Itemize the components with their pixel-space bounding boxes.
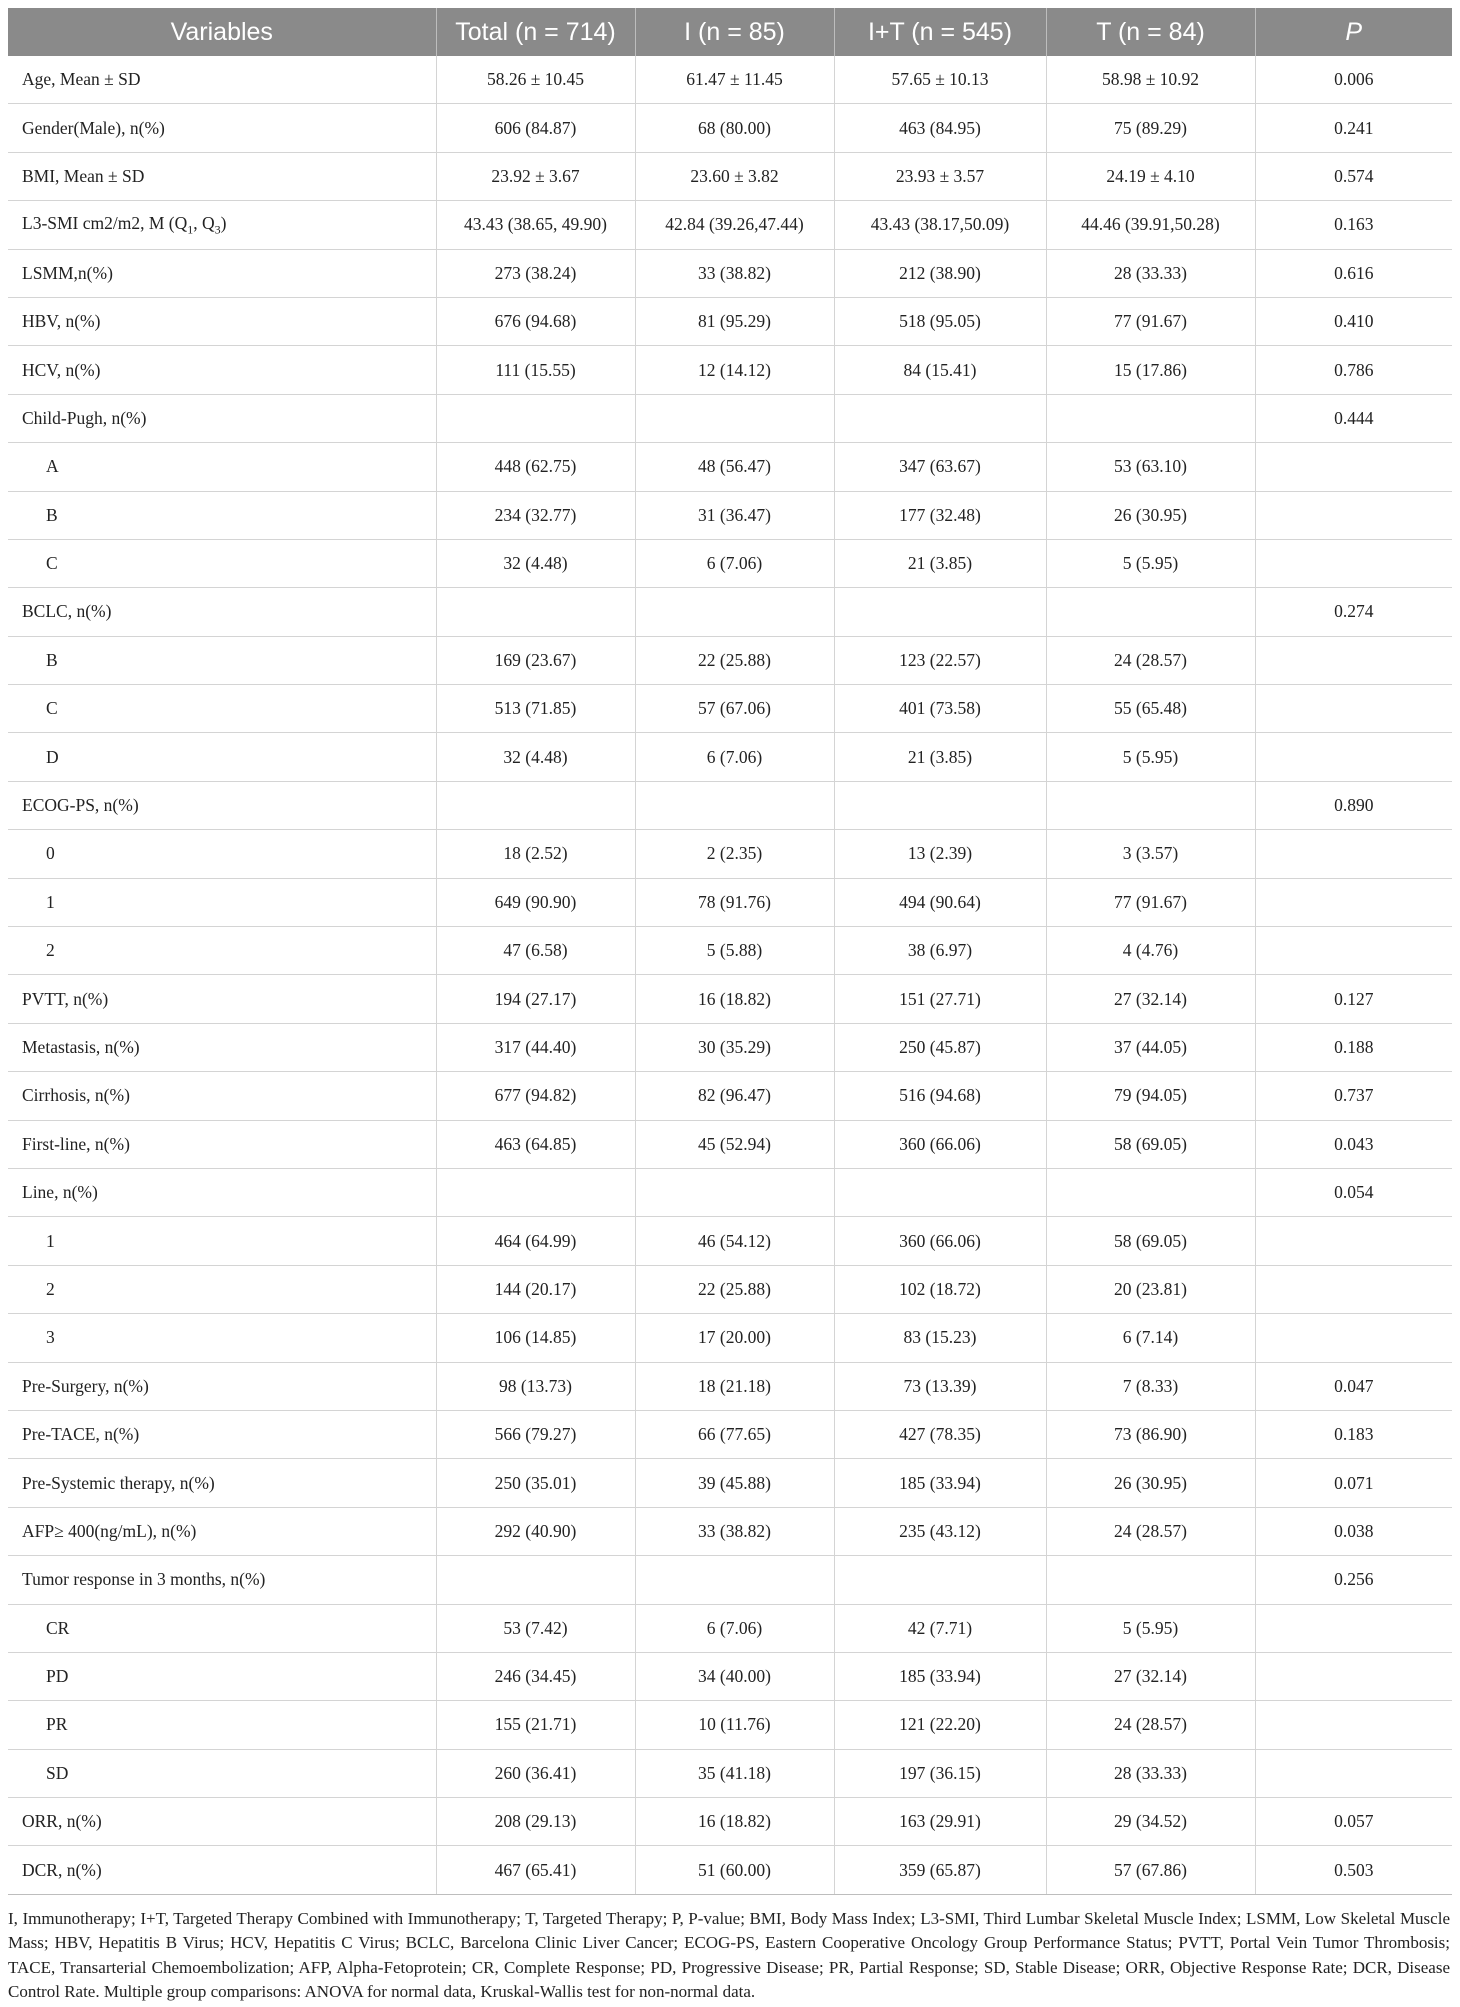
cell-immunotherapy: 68 (80.00) [635,104,834,152]
cell-p-value [1255,733,1452,781]
cell-immunotherapy: 34 (40.00) [635,1652,834,1700]
cell-variable: C [8,685,436,733]
cell-total: 677 (94.82) [436,1072,635,1120]
cell-variable: 2 [8,1265,436,1313]
cell-variable: 2 [8,927,436,975]
cell-variable: DCR, n(%) [8,1846,436,1894]
cell-total: 32 (4.48) [436,539,635,587]
cell-combined-therapy [834,781,1046,829]
cell-immunotherapy: 57 (67.06) [635,685,834,733]
cell-p-value [1255,1217,1452,1265]
cell-immunotherapy: 61.47 ± 11.45 [635,56,834,104]
cell-variable: First-line, n(%) [8,1120,436,1168]
header-p-value: P [1255,8,1452,56]
cell-p-value: 0.574 [1255,152,1452,200]
cell-immunotherapy [635,1168,834,1216]
cell-total: 448 (62.75) [436,443,635,491]
cell-combined-therapy: 494 (90.64) [834,878,1046,926]
cell-targeted-therapy: 6 (7.14) [1046,1314,1255,1362]
cell-combined-therapy: 518 (95.05) [834,297,1046,345]
cell-immunotherapy [635,1556,834,1604]
cell-immunotherapy: 6 (7.06) [635,733,834,781]
cell-immunotherapy: 5 (5.88) [635,927,834,975]
cell-combined-therapy [834,1168,1046,1216]
table-row [8,733,1452,781]
cell-p-value [1255,1314,1452,1362]
cell-total: 106 (14.85) [436,1314,635,1362]
cell-targeted-therapy: 57 (67.86) [1046,1846,1255,1894]
cell-targeted-therapy: 29 (34.52) [1046,1798,1255,1846]
cell-targeted-therapy [1046,781,1255,829]
cell-combined-therapy: 163 (29.91) [834,1798,1046,1846]
cell-immunotherapy: 6 (7.06) [635,1604,834,1652]
table-row [8,1604,1452,1652]
cell-variable: D [8,733,436,781]
cell-targeted-therapy: 5 (5.95) [1046,1604,1255,1652]
cell-targeted-therapy: 37 (44.05) [1046,1023,1255,1071]
cell-total: 169 (23.67) [436,636,635,684]
table-row [8,346,1452,394]
cell-combined-therapy: 151 (27.71) [834,975,1046,1023]
cell-combined-therapy [834,1556,1046,1604]
header-immunotherapy: I (n = 85) [635,8,834,56]
cell-immunotherapy: 48 (56.47) [635,443,834,491]
cell-targeted-therapy: 5 (5.95) [1046,733,1255,781]
cell-total: 111 (15.55) [436,346,635,394]
cell-variable: ECOG-PS, n(%) [8,781,436,829]
cell-immunotherapy: 16 (18.82) [635,1798,834,1846]
cell-targeted-therapy: 58.98 ± 10.92 [1046,56,1255,104]
cell-variable: Child-Pugh, n(%) [8,394,436,442]
cell-immunotherapy: 10 (11.76) [635,1701,834,1749]
table-row [8,1023,1452,1071]
cell-p-value: 0.890 [1255,781,1452,829]
cell-combined-therapy: 516 (94.68) [834,1072,1046,1120]
cell-total: 53 (7.42) [436,1604,635,1652]
cell-immunotherapy [635,394,834,442]
cell-variable: Pre-Surgery, n(%) [8,1362,436,1410]
cell-total: 23.92 ± 3.67 [436,152,635,200]
table-row [8,1507,1452,1555]
cell-total: 234 (32.77) [436,491,635,539]
table-row [8,1652,1452,1700]
cell-immunotherapy: 12 (14.12) [635,346,834,394]
table-row [8,1410,1452,1458]
cell-variable: ORR, n(%) [8,1798,436,1846]
table-row [8,975,1452,1023]
cell-immunotherapy [635,781,834,829]
cell-targeted-therapy: 28 (33.33) [1046,1749,1255,1797]
cell-immunotherapy: 16 (18.82) [635,975,834,1023]
cell-variable: Age, Mean ± SD [8,56,436,104]
cell-p-value: 0.786 [1255,346,1452,394]
header-combined-therapy: I+T (n = 545) [834,8,1046,56]
baseline-characteristics-table-container [8,8,1452,2005]
cell-targeted-therapy: 28 (33.33) [1046,249,1255,297]
cell-immunotherapy: 46 (54.12) [635,1217,834,1265]
cell-p-value [1255,685,1452,733]
table-row [8,201,1452,249]
cell-p-value: 0.274 [1255,588,1452,636]
cell-immunotherapy: 35 (41.18) [635,1749,834,1797]
table-row [8,1217,1452,1265]
table-row [8,539,1452,587]
cell-variable: CR [8,1604,436,1652]
table-row [8,297,1452,345]
cell-p-value: 0.043 [1255,1120,1452,1168]
cell-p-value: 0.737 [1255,1072,1452,1120]
cell-targeted-therapy [1046,588,1255,636]
cell-targeted-therapy: 4 (4.76) [1046,927,1255,975]
cell-combined-therapy [834,588,1046,636]
table-row [8,1749,1452,1797]
cell-p-value: 0.057 [1255,1798,1452,1846]
cell-variable: B [8,636,436,684]
table-row [8,830,1452,878]
cell-p-value: 0.047 [1255,1362,1452,1410]
cell-variable: HBV, n(%) [8,297,436,345]
cell-total: 467 (65.41) [436,1846,635,1894]
cell-p-value: 0.183 [1255,1410,1452,1458]
cell-total: 463 (64.85) [436,1120,635,1168]
cell-total [436,1556,635,1604]
cell-combined-therapy: 347 (63.67) [834,443,1046,491]
header-variables: Variables [8,8,436,56]
table-row [8,394,1452,442]
table-row [8,443,1452,491]
cell-combined-therapy: 463 (84.95) [834,104,1046,152]
cell-targeted-therapy: 27 (32.14) [1046,1652,1255,1700]
table-row [8,1459,1452,1507]
cell-variable: SD [8,1749,436,1797]
cell-variable: Line, n(%) [8,1168,436,1216]
cell-immunotherapy: 22 (25.88) [635,636,834,684]
cell-targeted-therapy: 26 (30.95) [1046,1459,1255,1507]
cell-combined-therapy: 83 (15.23) [834,1314,1046,1362]
cell-variable: BMI, Mean ± SD [8,152,436,200]
cell-total: 317 (44.40) [436,1023,635,1071]
cell-p-value: 0.241 [1255,104,1452,152]
table-row [8,685,1452,733]
cell-p-value: 0.006 [1255,56,1452,104]
table-row [8,636,1452,684]
table-row [8,1798,1452,1846]
table-row [8,1168,1452,1216]
header-targeted-therapy: T (n = 84) [1046,8,1255,56]
cell-total: 32 (4.48) [436,733,635,781]
cell-p-value [1255,878,1452,926]
cell-variable: Metastasis, n(%) [8,1023,436,1071]
cell-immunotherapy: 17 (20.00) [635,1314,834,1362]
table-row [8,1556,1452,1604]
cell-total: 58.26 ± 10.45 [436,56,635,104]
cell-variable: 1 [8,1217,436,1265]
cell-total: 250 (35.01) [436,1459,635,1507]
cell-variable: PD [8,1652,436,1700]
cell-variable: BCLC, n(%) [8,588,436,636]
cell-p-value: 0.410 [1255,297,1452,345]
cell-combined-therapy: 360 (66.06) [834,1120,1046,1168]
cell-p-value: 0.503 [1255,1846,1452,1894]
cell-p-value: 0.444 [1255,394,1452,442]
cell-targeted-therapy: 58 (69.05) [1046,1217,1255,1265]
cell-total: 194 (27.17) [436,975,635,1023]
cell-variable: A [8,443,436,491]
table-row [8,491,1452,539]
cell-total [436,1168,635,1216]
cell-combined-therapy: 21 (3.85) [834,733,1046,781]
cell-p-value: 0.127 [1255,975,1452,1023]
cell-immunotherapy: 45 (52.94) [635,1120,834,1168]
cell-combined-therapy: 121 (22.20) [834,1701,1046,1749]
cell-combined-therapy: 212 (38.90) [834,249,1046,297]
cell-p-value: 0.038 [1255,1507,1452,1555]
cell-combined-therapy: 38 (6.97) [834,927,1046,975]
cell-immunotherapy [635,588,834,636]
cell-immunotherapy: 22 (25.88) [635,1265,834,1313]
cell-immunotherapy: 66 (77.65) [635,1410,834,1458]
cell-variable: LSMM,n(%) [8,249,436,297]
cell-targeted-therapy: 77 (91.67) [1046,878,1255,926]
table-row [8,1120,1452,1168]
cell-targeted-therapy: 53 (63.10) [1046,443,1255,491]
cell-total: 464 (64.99) [436,1217,635,1265]
cell-total: 292 (40.90) [436,1507,635,1555]
cell-targeted-therapy: 3 (3.57) [1046,830,1255,878]
cell-total: 144 (20.17) [436,1265,635,1313]
cell-total: 246 (34.45) [436,1652,635,1700]
table-row [8,878,1452,926]
cell-targeted-therapy: 20 (23.81) [1046,1265,1255,1313]
cell-p-value: 0.256 [1255,1556,1452,1604]
cell-immunotherapy: 6 (7.06) [635,539,834,587]
cell-variable: Pre-Systemic therapy, n(%) [8,1459,436,1507]
cell-combined-therapy: 42 (7.71) [834,1604,1046,1652]
cell-targeted-therapy: 24.19 ± 4.10 [1046,152,1255,200]
cell-immunotherapy: 31 (36.47) [635,491,834,539]
cell-total [436,394,635,442]
cell-variable: 3 [8,1314,436,1362]
table-footnote: I, Immunotherapy; I+T, Targeted Therapy Combined with Immunotherapy; T, Targeted Therapy; P, P-value; BMI, Body Mass Index; L3-SMI, Third Lumbar Skeletal Muscle Index; LSMM, Low Skeletal Muscle Mass; HBV, Hepatitis B Virus; HCV, Hepatitis C Virus; BCLC, Barcelona Clinic Liver Cancer; ECOG-PS, Eastern Cooperative Oncology Group Performance Status; PVTT, Portal Vein Tumor Thrombosis; TACE, Transarterial Chemoembolization; AFP, Alpha-Fetoprotein; CR, Complete Response; PD, Progressive Disease; PR, Partial Response; SD, Stable Disease; ORR, Objective Response Rate; DCR, Disease Control Rate. Multiple group comparisons: ANOVA for normal data, Kruskal-Wallis test for non-normal data. [8,1908,1450,2002]
cell-targeted-therapy: 55 (65.48) [1046,685,1255,733]
cell-p-value [1255,636,1452,684]
cell-combined-therapy: 123 (22.57) [834,636,1046,684]
table-row [8,588,1452,636]
cell-variable: 0 [8,830,436,878]
cell-total: 155 (21.71) [436,1701,635,1749]
cell-total: 43.43 (38.65, 49.90) [436,201,635,249]
cell-targeted-therapy: 79 (94.05) [1046,1072,1255,1120]
cell-total: 273 (38.24) [436,249,635,297]
cell-combined-therapy: 13 (2.39) [834,830,1046,878]
cell-variable: C [8,539,436,587]
cell-targeted-therapy: 77 (91.67) [1046,297,1255,345]
cell-total [436,588,635,636]
table-body [8,56,1452,1894]
cell-combined-therapy: 401 (73.58) [834,685,1046,733]
cell-p-value: 0.071 [1255,1459,1452,1507]
cell-targeted-therapy [1046,394,1255,442]
cell-combined-therapy: 102 (18.72) [834,1265,1046,1313]
cell-targeted-therapy: 24 (28.57) [1046,636,1255,684]
cell-p-value [1255,1604,1452,1652]
cell-immunotherapy: 18 (21.18) [635,1362,834,1410]
cell-variable: Cirrhosis, n(%) [8,1072,436,1120]
cell-targeted-therapy: 7 (8.33) [1046,1362,1255,1410]
cell-targeted-therapy [1046,1168,1255,1216]
table-row [8,781,1452,829]
cell-combined-therapy: 359 (65.87) [834,1846,1046,1894]
table-row [8,249,1452,297]
cell-total: 208 (29.13) [436,1798,635,1846]
cell-combined-therapy: 84 (15.41) [834,346,1046,394]
cell-immunotherapy: 42.84 (39.26,47.44) [635,201,834,249]
cell-targeted-therapy [1046,1556,1255,1604]
cell-targeted-therapy: 73 (86.90) [1046,1410,1255,1458]
cell-immunotherapy: 81 (95.29) [635,297,834,345]
cell-total: 18 (2.52) [436,830,635,878]
table-row [8,1701,1452,1749]
cell-variable: 1 [8,878,436,926]
table-row [8,927,1452,975]
cell-immunotherapy: 30 (35.29) [635,1023,834,1071]
baseline-characteristics-table [8,8,1452,1895]
cell-total: 566 (79.27) [436,1410,635,1458]
cell-total: 513 (71.85) [436,685,635,733]
cell-combined-therapy: 21 (3.85) [834,539,1046,587]
cell-immunotherapy: 51 (60.00) [635,1846,834,1894]
cell-total: 606 (84.87) [436,104,635,152]
cell-variable: PVTT, n(%) [8,975,436,1023]
cell-combined-therapy: 427 (78.35) [834,1410,1046,1458]
cell-p-value: 0.054 [1255,1168,1452,1216]
cell-targeted-therapy: 27 (32.14) [1046,975,1255,1023]
cell-immunotherapy: 78 (91.76) [635,878,834,926]
cell-p-value [1255,1652,1452,1700]
cell-targeted-therapy: 24 (28.57) [1046,1507,1255,1555]
cell-targeted-therapy: 75 (89.29) [1046,104,1255,152]
table-row [8,1362,1452,1410]
cell-total: 260 (36.41) [436,1749,635,1797]
cell-targeted-therapy: 44.46 (39.91,50.28) [1046,201,1255,249]
cell-targeted-therapy: 15 (17.86) [1046,346,1255,394]
cell-combined-therapy: 185 (33.94) [834,1652,1046,1700]
header-total: Total (n = 714) [436,8,635,56]
cell-immunotherapy: 82 (96.47) [635,1072,834,1120]
table-row [8,152,1452,200]
cell-targeted-therapy: 24 (28.57) [1046,1701,1255,1749]
cell-variable: AFP≥ 400(ng/mL), n(%) [8,1507,436,1555]
cell-total: 47 (6.58) [436,927,635,975]
cell-combined-therapy: 360 (66.06) [834,1217,1046,1265]
table-header-row [8,8,1452,56]
cell-immunotherapy: 33 (38.82) [635,249,834,297]
cell-p-value: 0.188 [1255,1023,1452,1071]
table-row [8,56,1452,104]
cell-targeted-therapy: 58 (69.05) [1046,1120,1255,1168]
cell-variable: PR [8,1701,436,1749]
cell-p-value [1255,1749,1452,1797]
cell-combined-therapy: 23.93 ± 3.57 [834,152,1046,200]
cell-combined-therapy [834,394,1046,442]
cell-combined-therapy: 73 (13.39) [834,1362,1046,1410]
cell-targeted-therapy: 5 (5.95) [1046,539,1255,587]
cell-combined-therapy: 185 (33.94) [834,1459,1046,1507]
cell-total: 649 (90.90) [436,878,635,926]
cell-p-value [1255,491,1452,539]
cell-p-value [1255,1701,1452,1749]
cell-combined-therapy: 235 (43.12) [834,1507,1046,1555]
table-row [8,1265,1452,1313]
cell-p-value [1255,830,1452,878]
table-row [8,1846,1452,1894]
cell-total [436,781,635,829]
cell-total: 98 (13.73) [436,1362,635,1410]
cell-immunotherapy: 23.60 ± 3.82 [635,152,834,200]
cell-variable: L3-SMI cm2/m2, M ($Q_1$, $Q_3$) [8,201,436,249]
cell-p-value: 0.163 [1255,201,1452,249]
cell-targeted-therapy: 26 (30.95) [1046,491,1255,539]
cell-immunotherapy: 2 (2.35) [635,830,834,878]
cell-immunotherapy: 33 (38.82) [635,1507,834,1555]
cell-combined-therapy: 250 (45.87) [834,1023,1046,1071]
cell-p-value [1255,927,1452,975]
table-row [8,1314,1452,1362]
table-row [8,1072,1452,1120]
table-row [8,104,1452,152]
cell-immunotherapy: 39 (45.88) [635,1459,834,1507]
cell-variable: Pre-TACE, n(%) [8,1410,436,1458]
cell-p-value [1255,443,1452,491]
cell-variable: Gender(Male), n(%) [8,104,436,152]
cell-p-value: 0.616 [1255,249,1452,297]
cell-combined-therapy: 197 (36.15) [834,1749,1046,1797]
cell-combined-therapy: 43.43 (38.17,50.09) [834,201,1046,249]
cell-variable: B [8,491,436,539]
cell-p-value [1255,539,1452,587]
cell-variable: Tumor response in 3 months, n(%) [8,1556,436,1604]
cell-total: 676 (94.68) [436,297,635,345]
cell-p-value [1255,1265,1452,1313]
cell-combined-therapy: 57.65 ± 10.13 [834,56,1046,104]
cell-variable: HCV, n(%) [8,346,436,394]
cell-combined-therapy: 177 (32.48) [834,491,1046,539]
